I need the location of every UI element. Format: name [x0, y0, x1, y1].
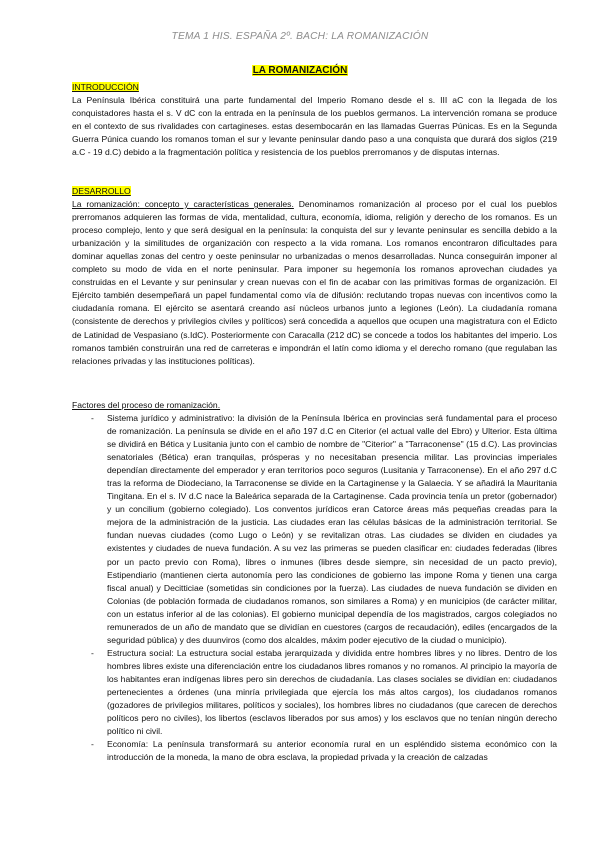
list-item: [72, 647, 557, 738]
list-dash: -: [91, 739, 94, 750]
factors-title-block: [72, 399, 557, 412]
desarrollo-section: [72, 185, 557, 368]
list-item-text: Sistema jurídico y administrativo: la división de la Península Ibérica en provincias será fundamental para el proceso de romanización. La península se divide en el año 197 d.C en Citerior (el actual valle del Ebro) y Ulterior. Esta última se dividirá en Bética y Lusitania junto con el cambio de nombre de "Citerior" a "Tarraconense" (15 d.C). Las provincias senatoriales (Bética) eran tranquilas, prósperas y no necesitaban presencia militar. Las provincias imperiales dependían directamente del emperador y eran territorios poco seguros (Lusitania y Tarraconense). En el año 297 d.C tras la reforma de Diodeciano, la Tarraconense se divide en la Cartaginense y la Galaecia. Y se añadirá la Mauritania Tingitana. En el s. IV d.C nace la Baleárica separada de la Cartaginense. Cada provincia tenía un pretor (gobernador) y un concilium (gobierno colegiado). Los conventos jurídicos eran Catorce áreas más pequeñas creadas para la mejora de la administración de la justicia. Las ciudades eran las células básicas de la administración territorial. Se fundan nuevas ciudades (como Lugo o León) y se revitalizan otras. Las ciudades se dividen en ciudades ya existentes y ciudades de nueva fundación. A su vez las primeras se pueden clasificar en: ciudades federadas (libres por un pacto previo con Roma), libres o inmunes (libres desde siempre, sin necesidad de un pacto previo), Estipendiario (mantienen cierta autonomía pero las condiciones de gobierno las impone Roma y tienen una carga fiscal anual) y Decitticiae (sometidas sin condiciones por la fuerza). Las ciudades de nueva fundación se dividen en Colonias (de población formada de ciudadanos romanos, son similares a Roma) y en municipios (de carácter militar, con un estatus inferior al de las colonias). El gobierno municipal dependía de los magistrados, cargos colegiados no remunerados de un año de mandato que se dividían en cuestores (cargos de recaudación), ediles (encargados de la seguridad pública) y des duunviros (como dos alcaldes, máxim poder ejecutivo de la ciudad o municipio).: [107, 413, 557, 645]
page-title-text: LA ROMANIZACIÓN: [252, 65, 348, 76]
list-item: [72, 412, 557, 647]
intro-paragraph: La Península Ibérica constituirá una parte fundamental del Imperio Romano desde el s. III aC con la llegada de los conquistadores hasta el s. V dC con la entrada en la península de los pueblos germanos. La intervención romana se produce en el contexto de sus rivalidades con cartagineses. estas desembocarán en las llamadas Guerras Púnicas. Es en la Segunda Guerra Púnica cuando los romanos toman el sur y levante peninsular dando paso a una conquista que durará dos siglos (219 a.C - 19 d.C) debido a la fragmentación política y resistencia de los pueblos prerromanos y de disputas internas.: [72, 95, 557, 158]
running-header: TEMA 1 HIS. ESPAÑA 2º. BACH: LA ROMANIZACIÓN: [171, 31, 429, 42]
desarrollo-heading: [72, 185, 557, 198]
list-item-text: Economía: La península transformará su anterior economía rural en un espléndido sistema económico con la introducción de la moneda, la mano de obra esclava, la propiedad privada y la creación de calzadas: [107, 739, 557, 763]
concept-title: La romanización: concepto y características generales.: [72, 199, 294, 210]
list-dash: -: [91, 413, 94, 423]
factors-list: [72, 412, 557, 764]
list-dash: -: [91, 647, 94, 658]
list-item: [72, 738, 557, 764]
desarrollo-heading-text: DESARROLLO: [72, 186, 131, 196]
list-item-text: Estructura social: La estructura social estaba jerarquizada y dividida entre hombres libres y no libres. Dentro de los hombres libres existe una diferenciación entre los ciudadanos libres romanos y no romanos. Al principio la mayoría de los habitantes eran indígenas libres pero sin derechos de ciudadanía. Las clases sociales se dividían en: ciudadanos pertenecientes a órdenes (una minría privilegiada que ejercía los más altos cargos), los ciudadanos romanos (gozadores de privilegios militares, políticos y sociales), los hombres libres no ciudadanos (que carecen de derechos políticos pero no civiles), los libertos (esclavos liberados por sus amos) y los esclavos que no tenían ningún derecho político ni civil.: [107, 647, 557, 737]
concept-paragraph: [72, 198, 557, 368]
factors-title: Factores del proceso de romanización.: [72, 400, 221, 410]
intro-heading: [72, 81, 557, 94]
concept-text: Denominamos romanización al proceso por el cual los pueblos prerromanos adquieren las formas de vida, mentalidad, cultura, economía, idioma, religión y derecho de los romanos. Es un proceso complejo, lento y que será desigual en la península: la conquista del sur y levante peninsular es sencilla debido a la urbanización y la similitudes de organización con respecto a la vida romana. Los romanos encontraron dificultades para dominar aquellas zonas del centro y oeste peninsular no urbanizadas o menos desarrolladas. Nunca conseguirán imponer al completo su modo de vida en el norte peninsular. Para imponer su hegemonía los romanos aprovechan ciudades ya construidas en el Levante y sur peninsular y crean nuevas con el fin de acabar con las primitivas formas de organización. El Ejército también desempeñará un papel fundamental como vía de difusión: reclutando tropas nuevas con incentivos como la ciudadanía romana. El ejército se asentará creando así núcleos urbanos junto a legiones (León). La ciudadanía romana (consistente de derechos y privilegios civiles y políticos) será concedida a aquellos que ocupen una magistratura con el Edicto de Latinidad de Vespasiano (s.IdC). Posteriormente con Caracalla (212 dC) se concede a todos los habitantes del imperio. Los romanos también construirán una red de carreteras e impondrán el latín como idioma y el derecho romano (que regulaban las relaciones privadas y las instituciones políticas).: [72, 199, 558, 366]
intro-heading-text: INTRODUCCIÓN: [72, 82, 139, 92]
intro-section: [72, 81, 557, 159]
page-title: [0, 64, 600, 77]
